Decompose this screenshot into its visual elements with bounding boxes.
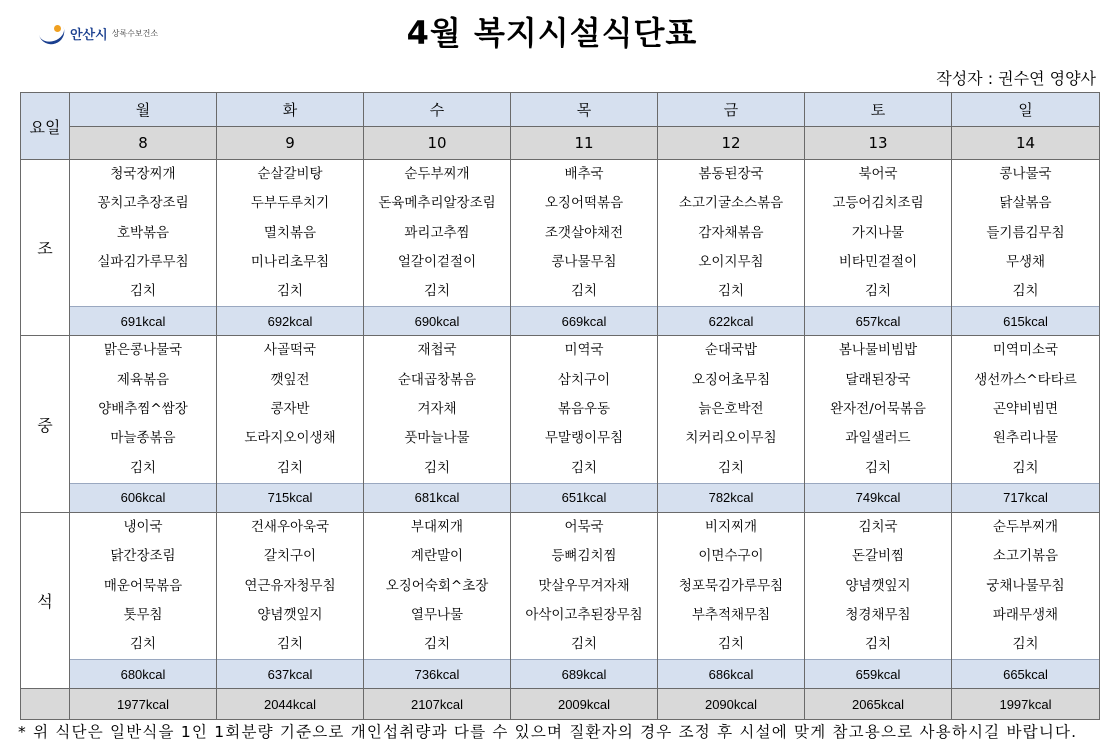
total-kcal-cell: 2107kcal (364, 689, 511, 720)
date-cell: 8 (70, 127, 217, 160)
meal-label: 조 (21, 160, 70, 336)
dish-item: 순두부찌개 (404, 166, 470, 182)
dish-item: 김치 (1012, 636, 1039, 653)
kcal-cell: 690kcal (364, 307, 511, 336)
dish-item: 미나리초무침 (250, 253, 330, 270)
kcal-cell: 736kcal (364, 660, 511, 689)
date-cell: 9 (217, 127, 364, 160)
kcal-cell: 651kcal (511, 483, 658, 512)
date-cell: 12 (658, 127, 805, 160)
meal-label: 중 (21, 336, 70, 512)
dish-item: 맑은콩나물국 (103, 342, 183, 359)
dish-item: 건새우아욱국 (250, 518, 330, 535)
dish-list (952, 513, 1099, 659)
dish-cell (805, 512, 952, 659)
dish-list (511, 336, 657, 482)
total-kcal-cell: 2065kcal (805, 689, 952, 720)
dish-cell (511, 160, 658, 307)
dish-item: 김치 (717, 283, 745, 300)
dish-item: 고등어김치조림 (832, 195, 924, 212)
kcal-row (21, 483, 1100, 512)
dish-list (70, 513, 216, 659)
dish-item: 과일샐러드 (845, 430, 911, 447)
dish-list (364, 336, 510, 482)
dish-cell (364, 336, 511, 483)
dish-item: 청국장찌개 (110, 166, 176, 182)
dish-item: 사골떡국 (263, 342, 317, 359)
dish-item: 두부두루치기 (250, 195, 330, 212)
dish-item: 가지나물 (851, 224, 905, 241)
day-name-cell: 목 (511, 93, 658, 127)
kcal-cell: 749kcal (805, 483, 952, 512)
dish-item: 깻잎전 (270, 371, 310, 388)
dish-item: 치커리오이무침 (685, 430, 777, 447)
dish-item: 호박볶음 (116, 224, 170, 241)
dish-item: 겨자채 (417, 401, 457, 418)
dish-item: 김치 (423, 283, 451, 300)
dish-item: 김치 (276, 459, 304, 476)
dish-item: 실파김가루무침 (97, 253, 189, 270)
dish-item: 봄나물비빔밥 (838, 342, 918, 359)
dish-item: 김치 (570, 459, 598, 476)
dish-list (70, 160, 216, 306)
dish-item: 맛살우무겨자채 (538, 577, 630, 594)
dish-cell (217, 512, 364, 659)
dish-item: 김치 (1012, 283, 1039, 300)
dish-item: 볶음우동 (557, 401, 611, 418)
dish-item: 멸치볶음 (263, 224, 317, 241)
dish-item: 양념깻잎지 (845, 577, 911, 594)
day-name-cell: 일 (952, 93, 1100, 127)
dish-item: 김치 (717, 636, 745, 653)
dish-item: 순살갈비탕 (257, 166, 323, 182)
dish-item: 청포묵김가루무침 (678, 577, 784, 594)
dish-cell (217, 336, 364, 483)
dish-item: 김치 (570, 283, 598, 300)
total-kcal-cell: 2009kcal (511, 689, 658, 720)
dish-item: 김치 (276, 283, 304, 300)
dish-item: 닭살볶음 (999, 195, 1052, 212)
dish-item: 순두부찌개 (992, 518, 1059, 535)
dish-item: 김치 (570, 636, 598, 653)
dish-item: 완자전/어묵볶음 (830, 401, 926, 418)
kcal-cell: 717kcal (952, 483, 1100, 512)
dish-cell (364, 512, 511, 659)
dish-item: 김치국 (858, 518, 898, 535)
dish-item: 콩나물국 (999, 166, 1052, 182)
dish-item: 김치 (864, 283, 892, 300)
day-label-header: 요일 (21, 93, 70, 160)
dish-item: 김치 (864, 636, 892, 653)
total-row (21, 689, 1100, 720)
dish-item: 배추국 (564, 166, 604, 182)
dish-item: 김치 (276, 636, 304, 653)
dish-cell (805, 336, 952, 483)
day-name-cell: 금 (658, 93, 805, 127)
dish-cell (70, 160, 217, 307)
dish-item: 김치 (1012, 459, 1039, 476)
dish-list (952, 336, 1099, 482)
day-name-cell: 월 (70, 93, 217, 127)
date-cell: 11 (511, 127, 658, 160)
menu-table (20, 92, 1100, 720)
dish-list (217, 160, 363, 306)
kcal-row (21, 660, 1100, 689)
dish-item: 생선까스^타타르 (974, 371, 1077, 388)
kcal-cell: 689kcal (511, 660, 658, 689)
dish-item: 북어국 (858, 166, 898, 182)
kcal-cell: 665kcal (952, 660, 1100, 689)
dish-item: 감자채볶음 (698, 224, 764, 241)
dish-item: 순대곱창볶음 (397, 371, 477, 388)
meal-row (21, 160, 1100, 307)
dish-item: 콩자반 (270, 401, 310, 418)
date-cell: 13 (805, 127, 952, 160)
dish-list (658, 513, 804, 659)
dish-item: 김치 (129, 636, 157, 653)
dish-item: 갈치구이 (263, 548, 317, 565)
dish-item: 매운어묵볶음 (103, 577, 183, 594)
dish-item: 돈육메추리알장조림 (378, 195, 496, 212)
dish-item: 들기름김무침 (986, 224, 1065, 241)
total-label-cell (21, 689, 70, 720)
dish-item: 소고기굴소스볶음 (678, 195, 784, 212)
dish-item: 파래무생채 (992, 606, 1059, 623)
total-kcal-cell: 1997kcal (952, 689, 1100, 720)
dish-item: 오징어숙회^초장 (385, 577, 489, 594)
date-cell: 10 (364, 127, 511, 160)
kcal-cell: 680kcal (70, 660, 217, 689)
dish-item: 어묵국 (564, 518, 604, 535)
dish-item: 마늘종볶음 (110, 430, 176, 447)
dish-item: 청경채무침 (845, 606, 911, 623)
dish-item: 꽁치고추장조림 (97, 195, 189, 212)
dish-item: 무생채 (1005, 253, 1046, 270)
dish-cell (952, 512, 1100, 659)
dish-item: 돈갈비찜 (851, 548, 905, 565)
dish-item: 궁채나물무침 (986, 577, 1065, 594)
dish-cell (364, 160, 511, 307)
dish-item: 양배추찜^쌈장 (98, 401, 188, 418)
day-header-row (21, 93, 1100, 127)
dish-item: 재첩국 (417, 342, 457, 359)
dish-list (364, 160, 510, 306)
date-row (21, 127, 1100, 160)
kcal-cell: 659kcal (805, 660, 952, 689)
kcal-cell: 669kcal (511, 307, 658, 336)
dish-item: 도라지오이생채 (244, 430, 336, 447)
dish-item: 오이지무침 (698, 253, 764, 270)
dish-item: 부추적채무침 (691, 606, 771, 623)
author-line: 작성자 : 권수연 영양사 (936, 69, 1096, 88)
dish-item: 김치 (864, 459, 892, 476)
meal-label: 석 (21, 512, 70, 688)
kcal-cell: 782kcal (658, 483, 805, 512)
dish-item: 미역미소국 (992, 342, 1059, 359)
dish-item: 김치 (129, 459, 157, 476)
dish-item: 늙은호박전 (698, 401, 764, 418)
dish-item: 등뼈김치찜 (551, 548, 617, 565)
footnote: * 위 식단은 일반식을 1인 1회분량 기준으로 개인섭취량과 다를 수 있으며 질환자의 경우 조정 후 시설에 맞게 참고용으로 사용하시길 바랍니다. (18, 723, 1078, 741)
dish-item: 양념깻잎지 (257, 606, 323, 623)
total-kcal-cell: 2090kcal (658, 689, 805, 720)
dish-list (217, 336, 363, 482)
dish-item: 삼치구이 (557, 371, 611, 388)
dish-item: 콩나물무침 (551, 253, 617, 270)
dish-list (217, 513, 363, 659)
dish-item: 김치 (423, 459, 451, 476)
dish-item: 열무나물 (410, 606, 464, 623)
dish-cell (658, 512, 805, 659)
dish-list (658, 336, 804, 482)
dish-item: 순대국밥 (704, 342, 758, 359)
kcal-row (21, 307, 1100, 336)
dish-list (70, 336, 216, 482)
dish-item: 곤약비빔면 (992, 401, 1059, 418)
day-name-cell: 화 (217, 93, 364, 127)
dish-list (805, 513, 951, 659)
kcal-cell: 686kcal (658, 660, 805, 689)
dish-item: 김치 (129, 283, 157, 300)
kcal-cell: 692kcal (217, 307, 364, 336)
dish-list (952, 160, 1099, 306)
dish-list (658, 160, 804, 306)
dish-item: 조갯살야채전 (544, 224, 624, 241)
kcal-cell: 606kcal (70, 483, 217, 512)
dish-cell (511, 512, 658, 659)
kcal-cell: 637kcal (217, 660, 364, 689)
dish-cell (511, 336, 658, 483)
dish-item: 풋마늘나물 (404, 430, 470, 447)
meal-row (21, 336, 1100, 483)
dish-item: 부대찌개 (410, 518, 464, 535)
total-kcal-cell: 1977kcal (70, 689, 217, 720)
dish-cell (658, 336, 805, 483)
dish-cell (70, 336, 217, 483)
dish-item: 아삭이고추된장무침 (525, 606, 643, 623)
dish-cell (658, 160, 805, 307)
dish-item: 무말랭이무침 (544, 430, 624, 447)
dish-item: 달래된장국 (845, 371, 911, 388)
dish-item: 얼갈이겉절이 (397, 253, 477, 270)
dish-item: 이면수구이 (698, 548, 764, 565)
dish-cell (217, 160, 364, 307)
dish-cell (952, 160, 1100, 307)
dish-cell (70, 512, 217, 659)
dish-item: 김치 (717, 459, 745, 476)
kcal-cell: 691kcal (70, 307, 217, 336)
dish-list (511, 513, 657, 659)
dish-item: 비지찌개 (704, 518, 758, 535)
dish-item: 미역국 (564, 342, 604, 359)
meal-row (21, 512, 1100, 659)
dish-list (805, 160, 951, 306)
dish-cell (805, 160, 952, 307)
dish-item: 오징어초무침 (691, 371, 771, 388)
dish-item: 냉이국 (123, 518, 163, 535)
date-cell: 14 (952, 127, 1100, 160)
kcal-cell: 622kcal (658, 307, 805, 336)
dish-list (364, 513, 510, 659)
kcal-cell: 615kcal (952, 307, 1100, 336)
kcal-cell: 681kcal (364, 483, 511, 512)
dish-cell (952, 336, 1100, 483)
logo-name: 안산시 (70, 28, 108, 43)
day-name-cell: 수 (364, 93, 511, 127)
kcal-cell: 657kcal (805, 307, 952, 336)
dish-item: 봄동된장국 (698, 166, 764, 182)
kcal-cell: 715kcal (217, 483, 364, 512)
dish-list (511, 160, 657, 306)
dish-list (805, 336, 951, 482)
dish-item: 오징어떡볶음 (544, 195, 624, 212)
dish-item: 원추리나물 (992, 430, 1059, 447)
dish-item: 꽈리고추찜 (404, 224, 470, 241)
dish-item: 제육볶음 (116, 371, 170, 388)
dish-item: 연근유자청무침 (244, 577, 336, 594)
logo-subtitle: 상록수보건소 (111, 29, 159, 38)
page-title: 4월 복지시설식단표 (406, 14, 698, 52)
dish-item: 톳무침 (123, 606, 163, 623)
total-kcal-cell: 2044kcal (217, 689, 364, 720)
dish-item: 소고기볶음 (992, 548, 1059, 565)
dish-item: 닭간장조림 (110, 548, 176, 565)
dish-item: 김치 (423, 636, 451, 653)
dish-item: 계란말이 (410, 548, 464, 565)
dish-item: 비타민겉절이 (838, 253, 918, 270)
day-name-cell: 토 (805, 93, 952, 127)
